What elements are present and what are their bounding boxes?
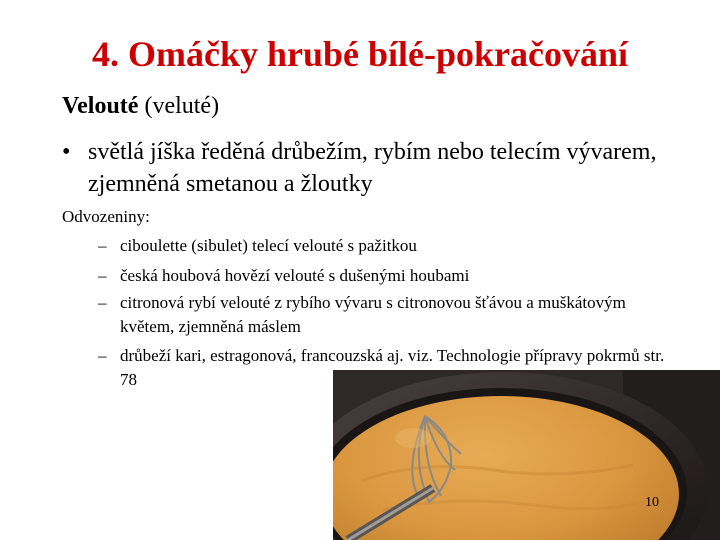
dash-icon: –	[98, 266, 107, 285]
dash-icon: –	[98, 346, 107, 365]
subtitle-bold: Velouté	[62, 93, 139, 119]
dash-icon: –	[98, 293, 107, 312]
slide-title: 4. Omáčky hrubé bílé-pokračování	[91, 34, 629, 74]
bullet-icon: •	[62, 139, 71, 165]
derivative-text: drůbeží kari, estragonová, francouzská aj. viz. Technologie přípravy pokrmů str. 78	[120, 346, 665, 389]
main-bullet-text: světlá jíška ředěná drůbežím, rybím nebo telecím vývarem, zjemněná smetanou a žloutky	[88, 139, 657, 197]
dash-icon: –	[98, 236, 107, 255]
page-number: 10	[645, 495, 659, 510]
derivative-text: česká houbová hovězí velouté s dušenými houbami	[120, 266, 470, 285]
derivative-text: citronová rybí velouté z rybího vývaru s citronovou šťávou a muškátovým květem, zjemněná máslem	[120, 293, 626, 336]
derivatives-heading: Odvozeniny:	[62, 207, 150, 226]
derivative-text: ciboulette (sibulet) telecí velouté s pažitkou	[120, 236, 417, 255]
subtitle	[62, 92, 219, 120]
sauce-photo	[333, 370, 720, 540]
subtitle-rest: (veluté)	[138, 93, 220, 119]
whisk-in-sauce-pan-photo	[333, 370, 720, 540]
